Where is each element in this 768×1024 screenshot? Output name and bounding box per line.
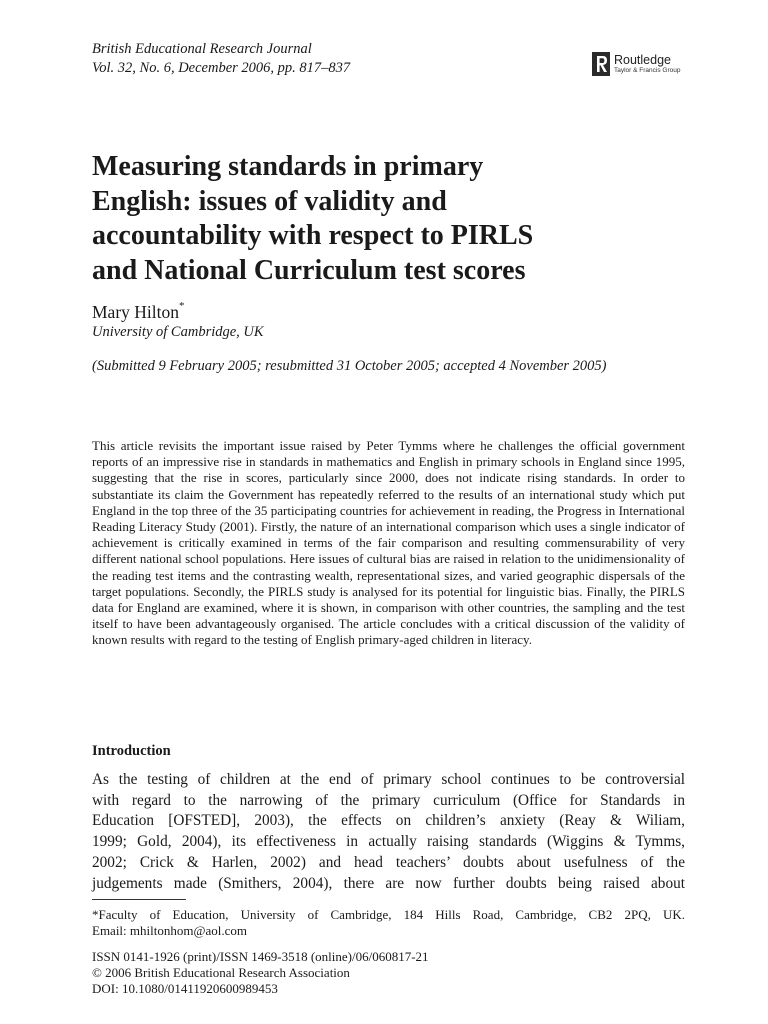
doi: DOI: 10.1080/01411920600989453 <box>92 981 278 996</box>
body-line: 1999; Gold, 2004), its effectiveness in actually raising standards (Wiggins & Tymms, <box>92 833 685 851</box>
publisher-name: Routledge <box>614 53 671 67</box>
body-line: As the testing of children at the end of primary school continues to be controversial <box>92 771 685 788</box>
introduction-body <box>92 770 685 894</box>
submission-dates: (Submitted 9 February 2005; resubmitted 31 October 2005; accepted 4 November 2005) <box>92 358 607 374</box>
routledge-r-icon <box>592 52 610 76</box>
author-affiliation: University of Cambridge, UK <box>92 324 264 340</box>
footnote-address: *Faculty of Education, University of Cambridge, 184 Hills Road, Cambridge, CB2 2PQ, UK. <box>92 907 685 922</box>
body-line: Education [OFSTED], 2003), the effects on children’s anxiety (Reay & Wiliam, <box>92 812 685 830</box>
author-footnote-mark: * <box>179 300 185 313</box>
article-title <box>92 150 692 288</box>
journal-citation: Vol. 32, No. 6, December 2006, pp. 817–837 <box>92 60 351 76</box>
title-line: English: issues of validity and <box>92 185 447 217</box>
abstract: This article revisits the important issue raised by Peter Tymms where he challenges the official government reports of an impressive rise in standards in mathematics and English in primary schools in England since 1995, suggesting that the rise in scores, particularly since 2000, does not indicate rising standards. In order to substantiate its claim the Government has repeatedly referred to the results of an international study which put England in the top three of the 35 participating countries for achievement in reading, the Progress in International Reading Literacy Study (2001). Firstly, the nature of an international comparison which uses a single indicator of achievement is critically examined in terms of the fair comparison and resulting commensurability of very different national school populations. Here issues of cultural bias are raised in relation to the unidimensionality of the reading test items and the contrasting wealth, representational sizes, and varied geographic dispersals of the target populations. Secondly, the PIRLS study is analysed for its potential for linguistic bias. Finally, the PIRLS data for England are examined, where it is shown, in comparison with other countries, the sampling and the test itself to have been advantageously organised. The article concludes with a critical discussion of the validity of known results with regard to the testing of English primary-aged children in literacy. <box>92 438 685 648</box>
body-line: judgements made (Smithers, 2004), there are now further doubts being raised about <box>92 874 685 892</box>
title-line: Measuring standards in primary <box>92 151 484 182</box>
copyright: © 2006 British Educational Research Association <box>92 965 350 980</box>
author-name: Mary Hilton <box>92 302 180 322</box>
introduction-heading: Introduction <box>92 743 171 759</box>
footnote-email: Email: mhiltonhom@aol.com <box>92 923 247 938</box>
routledge-logo <box>592 51 682 77</box>
journal-name: British Educational Research Journal <box>92 41 312 57</box>
body-line: with regard to the narrowing of the primary curriculum (Office for Standards in <box>92 791 685 809</box>
footnote <box>92 907 685 939</box>
title-line: and National Curriculum test scores <box>92 254 526 286</box>
body-line: 2002; Crick & Harlen, 2002) and head teachers’ doubts about usefulness of the <box>92 853 685 871</box>
publication-info <box>92 949 429 997</box>
publisher-group: Taylor & Francis Group <box>614 67 681 74</box>
issn: ISSN 0141-1926 (print)/ISSN 1469-3518 (online)/06/060817-21 <box>92 949 429 964</box>
journal-header <box>92 40 350 78</box>
title-line: accountability with respect to PIRLS <box>92 220 534 251</box>
footnote-divider <box>92 899 186 900</box>
author-line <box>92 302 185 323</box>
